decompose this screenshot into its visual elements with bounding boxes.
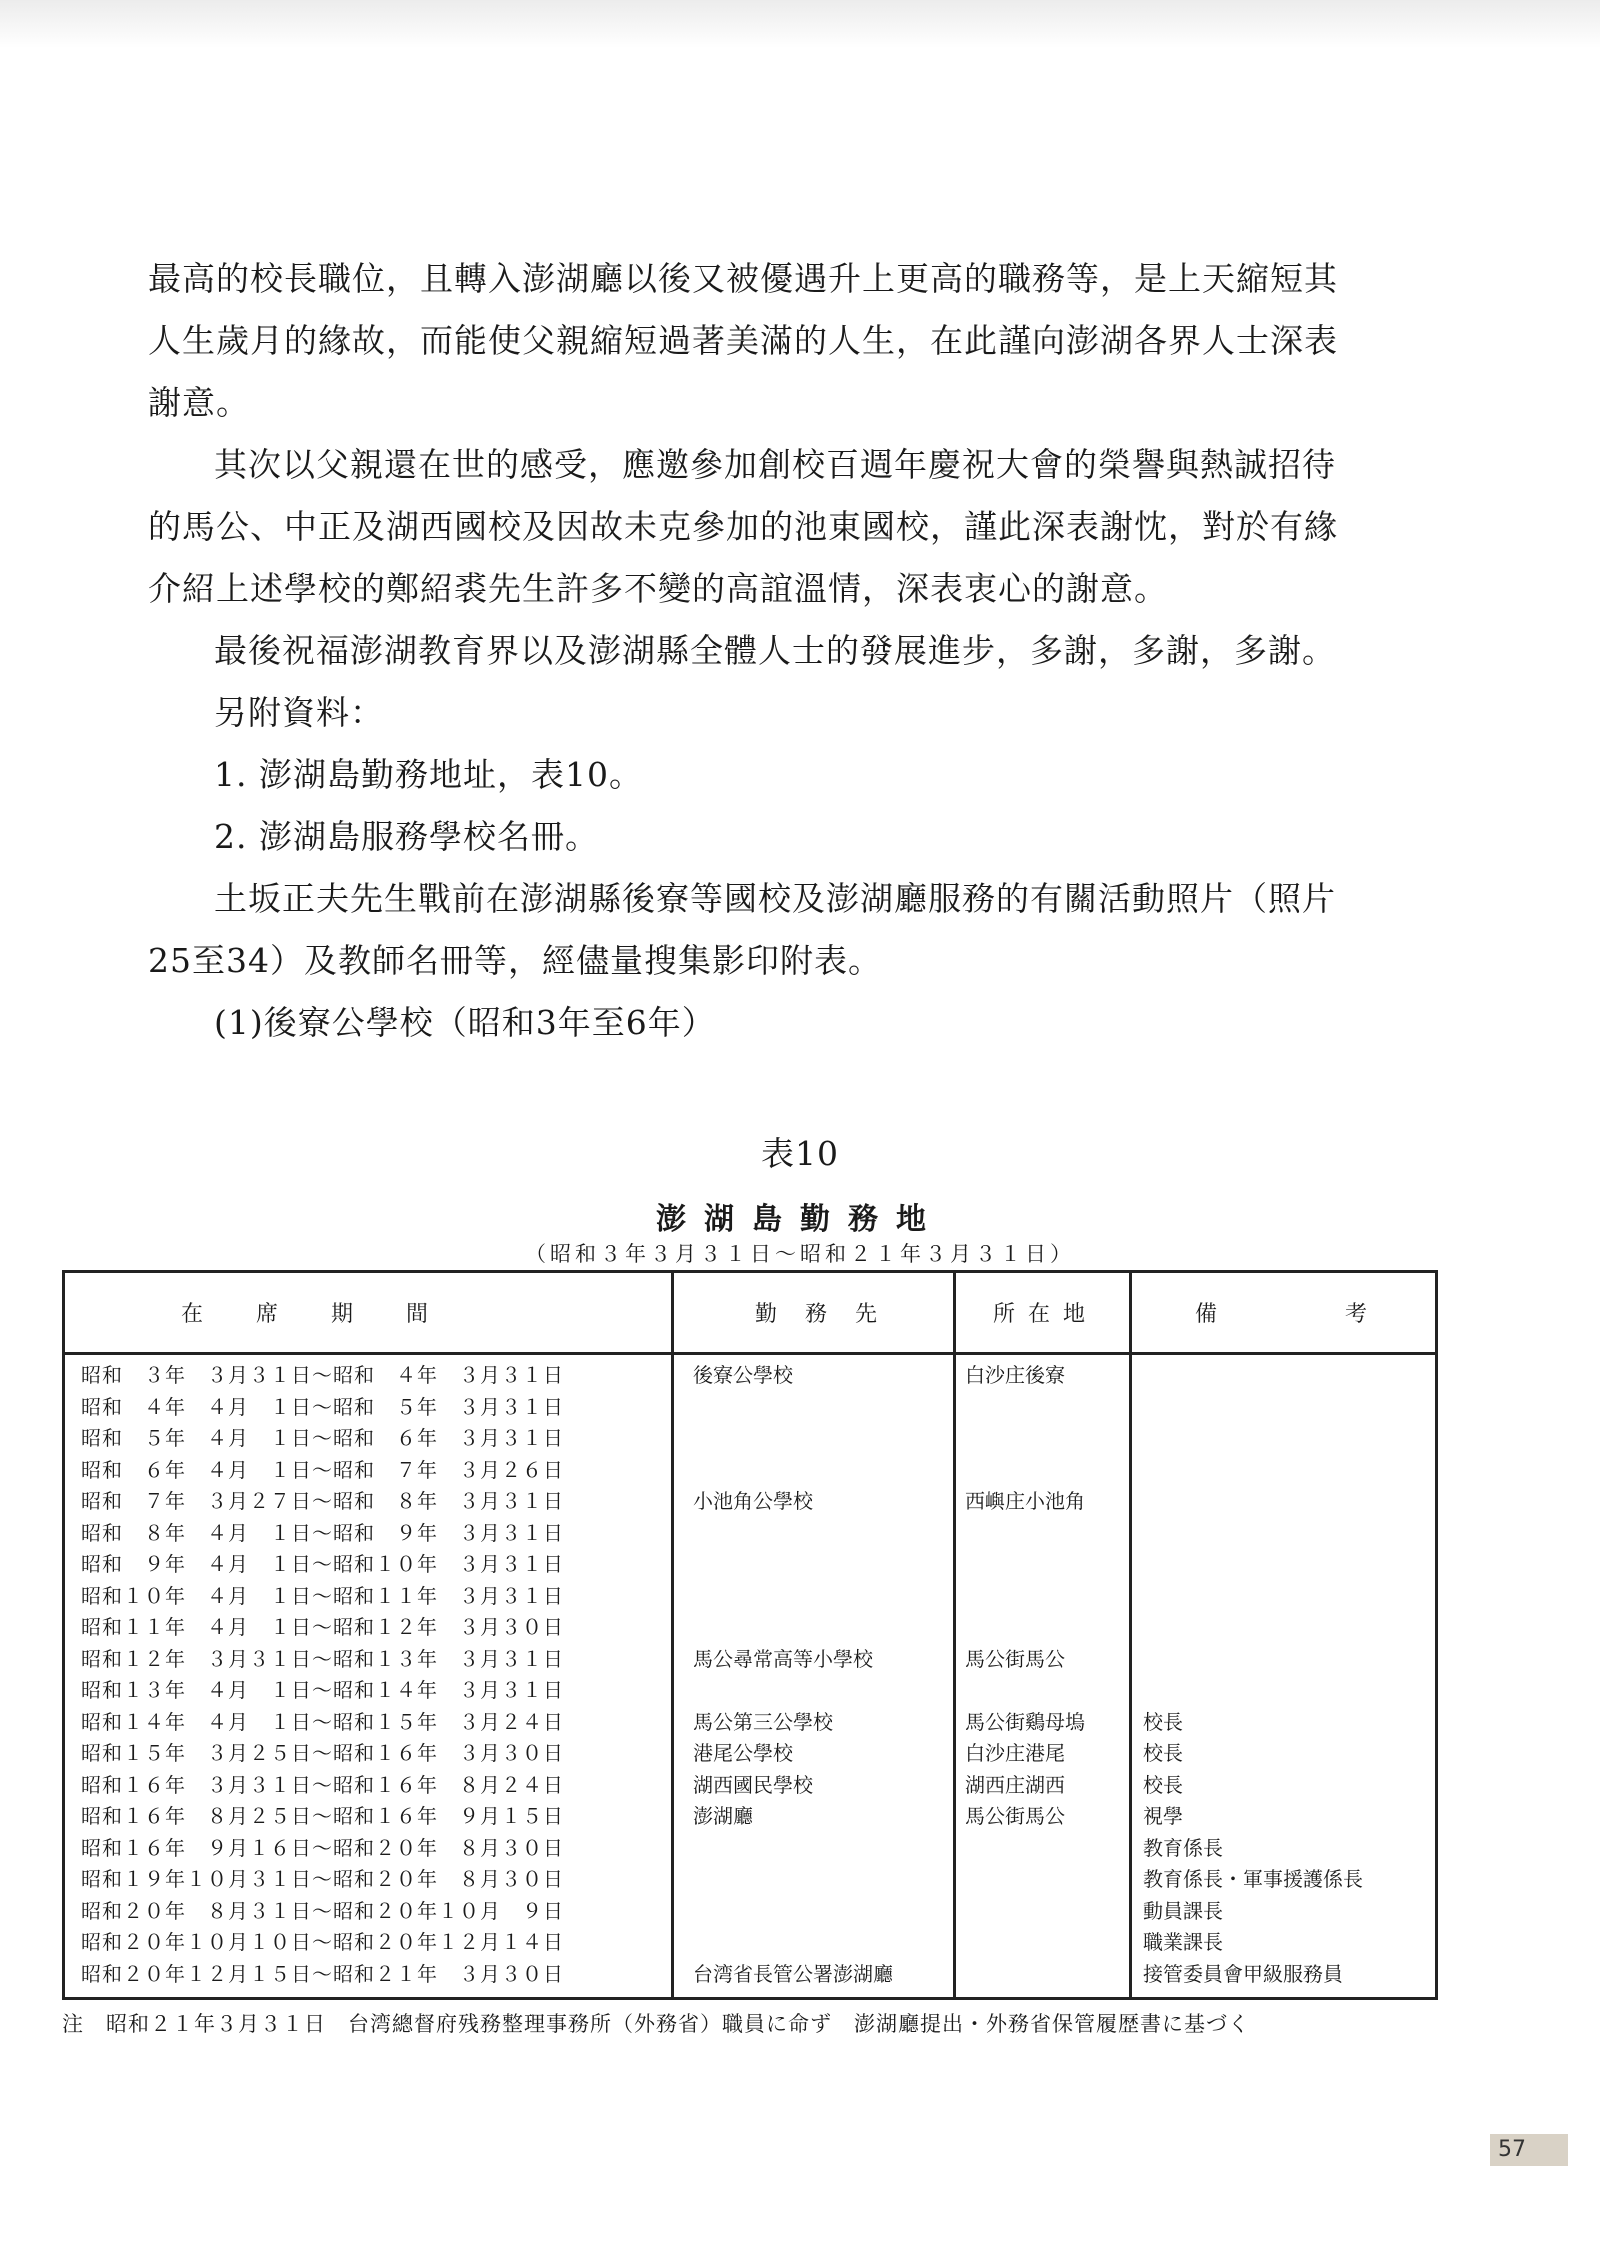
- paragraph-5: 土坂正夫先生戰前在澎湖縣後寮等國校及澎湖廳服務的有關活動照片（照片25至34）及教師名冊等，經儘量搜集影印附表。: [148, 879, 1336, 980]
- cell-period: 昭和１３年 ４月 １日～昭和１４年 ３月３１日: [81, 1678, 564, 1702]
- table-row: [65, 1387, 1435, 1419]
- table-row: [65, 1828, 1435, 1860]
- cell-location: 湖西庄湖西: [965, 1772, 1065, 1797]
- list-item-2: 2. 澎湖島服務學校名冊。: [214, 817, 599, 856]
- table-caption: 表10: [761, 1134, 839, 1173]
- cell-period: 昭和１４年 ４月 １日～昭和１５年 ３月２４日: [81, 1709, 564, 1734]
- list-item-1: 1. 澎湖島勤務地址，表10。: [214, 755, 643, 794]
- list-item-3: (1)後寮公學校（昭和3年至6年）: [214, 1003, 716, 1042]
- cell-location: 馬公街馬公: [965, 1646, 1065, 1671]
- header-period: 在 席 期 間: [181, 1302, 432, 1327]
- cell-period: 昭和 ６年 ４月 １日～昭和 ７年 ３月２６日: [81, 1457, 564, 1482]
- table-row: [65, 1796, 1435, 1828]
- page-number: 57: [1490, 2134, 1568, 2166]
- paragraph-1: 最高的校長職位，且轉入澎湖廳以後又被優遇升上更高的職務等，是上天縮短其人生歲月的緣故，而能使父親縮短過著美滿的人生，在此謹向澎湖各界人士深表謝意。: [148, 259, 1338, 422]
- table-row: [65, 1607, 1435, 1639]
- cell-period: 昭和１５年 ３月２５日～昭和１６年 ３月３０日: [81, 1741, 564, 1765]
- cell-workplace: 台湾省長管公署澎湖廳: [693, 1961, 893, 1986]
- table-row: [65, 1765, 1435, 1797]
- header-workplace: 勤 務 先: [755, 1302, 881, 1327]
- table-footnote: 注 昭和２１年３月３１日 台湾總督府残務整理事務所（外務省）職員に命ず 澎湖廳提出・外務省保管履歴書に基づく: [62, 2012, 1250, 2036]
- cell-remarks: 職業課長: [1143, 1930, 1223, 1954]
- cell-workplace: 後寮公學校: [693, 1363, 793, 1387]
- table-row: [65, 1355, 1435, 1387]
- paragraph-2: 其次以父親還在世的感受，應邀參加創校百週年慶祝大會的榮譽與熱誠招待的馬公、中正及湖西國校及因故未克參加的池東國校，謹此深表謝忱，對於有緣介紹上述學校的鄭紹裘先生許多不變的高誼溫情，深表衷心的謝意。: [148, 445, 1338, 608]
- header-location: 所 在 地: [993, 1302, 1088, 1327]
- table-row: [65, 1639, 1435, 1671]
- cell-period: 昭和 ３年 ３月３１日～昭和 ４年 ３月３１日: [81, 1363, 564, 1387]
- cell-period: 昭和１０年 ４月 １日～昭和１１年 ３月３１日: [81, 1583, 564, 1608]
- cell-remarks: 接管委員會甲級服務員: [1143, 1961, 1343, 1986]
- table-title: 澎湖島勤務地: [656, 1202, 944, 1237]
- cell-period: 昭和２０年 ８月３１日～昭和２０年１０月 ９日: [81, 1898, 564, 1923]
- cell-period: 昭和 ９年 ４月 １日～昭和１０年 ３月３１日: [81, 1552, 564, 1576]
- paragraph-4: 另附資料：: [214, 693, 384, 732]
- table-row: [65, 1544, 1435, 1576]
- cell-period: 昭和２０年１２月１５日～昭和２１年 ３月３０日: [81, 1961, 564, 1986]
- cell-period: 昭和 ８年 ４月 １日～昭和 ９年 ３月３１日: [81, 1520, 564, 1545]
- cell-period: 昭和１９年１０月３１日～昭和２０年 ８月３０日: [81, 1867, 564, 1891]
- cell-workplace: 馬公尋常高等小學校: [693, 1646, 873, 1671]
- cell-remarks: 動員課長: [1143, 1898, 1223, 1923]
- table-row: [65, 1891, 1435, 1923]
- cell-location: 白沙庄港尾: [965, 1741, 1065, 1765]
- table-row: [65, 1922, 1435, 1954]
- scan-top-band: [0, 0, 1600, 48]
- cell-remarks: 教育係長: [1143, 1835, 1223, 1860]
- cell-period: 昭和 ５年 ４月 １日～昭和 ６年 ３月３１日: [81, 1426, 564, 1450]
- cell-remarks: 校長: [1143, 1709, 1183, 1734]
- paragraph-3: 最後祝福澎湖教育界以及澎湖縣全體人士的發展進步，多謝，多謝，多謝。: [214, 631, 1336, 670]
- table-row: [65, 1670, 1435, 1702]
- table-header-row: [65, 1273, 1435, 1355]
- cell-workplace: 湖西國民學校: [693, 1772, 813, 1797]
- table-row: [65, 1450, 1435, 1482]
- cell-period: 昭和１６年 ８月２５日～昭和１６年 ９月１５日: [81, 1804, 564, 1828]
- table-body: [65, 1355, 1435, 1985]
- table-row: [65, 1733, 1435, 1765]
- cell-remarks: 教育係長・軍事援護係長: [1143, 1867, 1363, 1891]
- table-subtitle: （昭和３年３月３１日～昭和２１年３月３１日）: [525, 1242, 1075, 1266]
- cell-location: 西嶼庄小池角: [965, 1489, 1085, 1513]
- cell-workplace: 澎湖廳: [693, 1804, 753, 1828]
- cell-remarks: 視學: [1143, 1804, 1183, 1828]
- cell-location: 馬公街鷄母塢: [965, 1709, 1085, 1734]
- header-remarks: 備 考: [1195, 1302, 1371, 1327]
- table-row: [65, 1954, 1435, 1986]
- cell-location: 馬公街馬公: [965, 1804, 1065, 1828]
- service-table: [62, 1270, 1438, 2000]
- table-row: [65, 1702, 1435, 1734]
- cell-workplace: 港尾公學校: [693, 1741, 793, 1765]
- cell-period: 昭和 ４年 ４月 １日～昭和 ５年 ３月３１日: [81, 1394, 564, 1419]
- cell-period: 昭和１１年 ４月 １日～昭和１２年 ３月３０日: [81, 1615, 564, 1639]
- cell-period: 昭和１２年 ３月３１日～昭和１３年 ３月３１日: [81, 1646, 564, 1671]
- cell-workplace: 小池角公學校: [693, 1489, 813, 1513]
- cell-location: 白沙庄後寮: [965, 1363, 1065, 1387]
- cell-workplace: 馬公第三公學校: [693, 1709, 833, 1734]
- cell-period: 昭和１６年 ３月３１日～昭和１６年 ８月２４日: [81, 1772, 564, 1797]
- table-row: [65, 1859, 1435, 1891]
- cell-remarks: 校長: [1143, 1741, 1183, 1765]
- body-text: [148, 248, 1348, 1054]
- table-row: [65, 1576, 1435, 1608]
- cell-remarks: 校長: [1143, 1772, 1183, 1797]
- table-row: [65, 1418, 1435, 1450]
- cell-period: 昭和１６年 ９月１６日～昭和２０年 ８月３０日: [81, 1835, 564, 1860]
- cell-period: 昭和 ７年 ３月２７日～昭和 ８年 ３月３１日: [81, 1489, 564, 1513]
- cell-period: 昭和２０年１０月１０日～昭和２０年１２月１４日: [81, 1930, 564, 1954]
- table-row: [65, 1481, 1435, 1513]
- table-row: [65, 1513, 1435, 1545]
